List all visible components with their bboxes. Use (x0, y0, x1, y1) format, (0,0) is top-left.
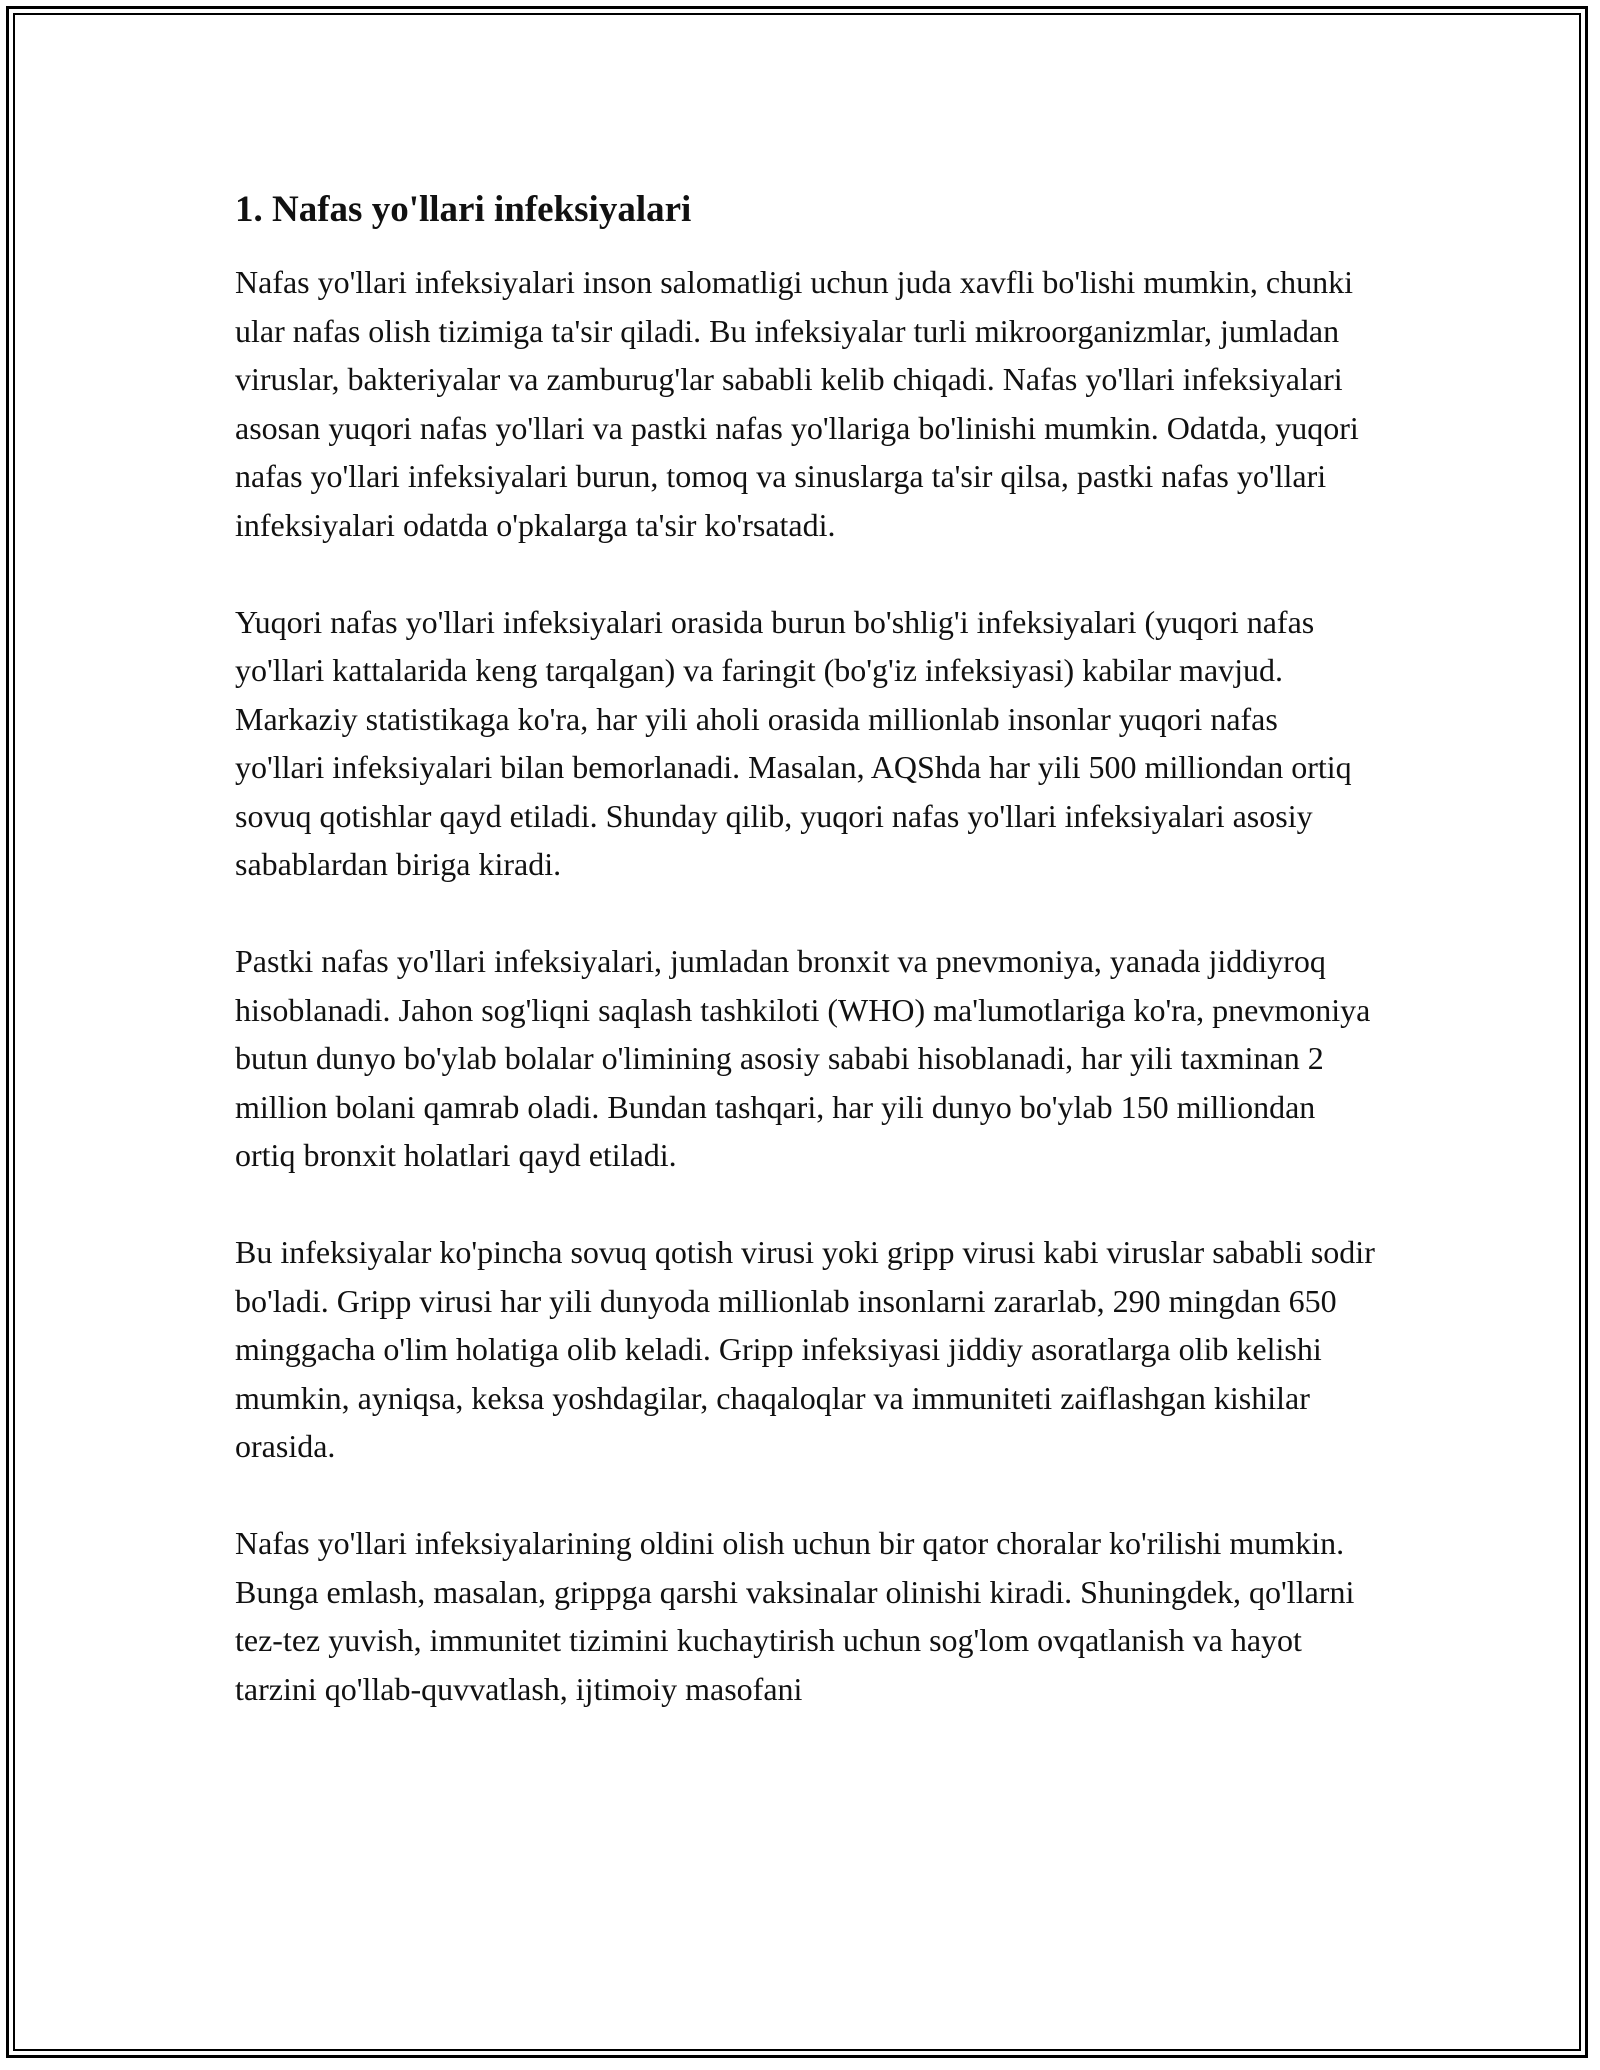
section-heading: 1. Nafas yo'llari infeksiyalari (235, 189, 692, 230)
paragraph: Bu infeksiyalar ko'pincha sovuq qotish virusi yoki gripp virusi kabi viruslar sababli sodir bo'ladi. Gripp virusi har yili dunyoda millionlab insonlarni zararlab, 290 mingdan 650 minggacha o'lim holatiga olib keladi. Gripp infeksiyasi jiddiy asoratlarga olib kelishi mumkin, ayniqsa, keksa yoshdagilar, chaqaloqlar va immuniteti zaiflashgan kishilar orasida. (235, 1234, 1375, 1465)
paragraph: Yuqori nafas yo'llari infeksiyalari orasida burun bo'shlig'i infeksiyalari (yuqori nafas yo'llari kattalarida keng tarqalgan) va faringit (bo'g'iz infeksiyasi) kabilar mavjud. Markaziy statistikaga ko'ra, har yili aholi orasida millionlab insonlar yuqori nafas yo'llari infeksiyalari bilan bemorlanadi. Masalan, AQShda har yili 500 milliondan ortiq sovuq qotishlar qayd etiladi. Shunday qilib, yuqori nafas yo'llari infeksiyalari asosiy sabablardan biriga kiradi. (235, 603, 1352, 883)
paragraph: Pastki nafas yo'llari infeksiyalari, jumladan bronxit va pnevmoniya, yanada jiddiyroq hisoblanadi. Jahon sog'liqni saqlash tashkiloti (WHO) ma'lumotlariga ko'ra, pnevmoniya butun dunyo bo'ylab bolalar o'limining asosiy sababi hisoblanadi, har yili taxminan 2 million bolani qamrab oladi. Bundan tashqari, har yili dunyo bo'ylab 150 milliondan ortiq bronxit holatlari qayd etiladi. (235, 943, 1371, 1174)
paragraph: Nafas yo'llari infeksiyalari inson salomatligi uchun juda xavfli bo'lishi mumkin, chunki ular nafas olish tizimiga ta'sir qiladi. Bu infeksiyalar turli mikroorganizmlar, jumladan viruslar, bakteriyalar va zamburug'lar sababli kelib chiqadi. Nafas yo'llari infeksiyalari asosan yuqori nafas yo'llari va pastki nafas yo'llariga bo'linishi mumkin. Odatda, yuqori nafas yo'llari infeksiyalari burun, tomoq va sinuslarga ta'sir qilsa, pastki nafas yo'llari infeksiyalari odatda o'pkalarga ta'sir ko'rsatadi. (235, 264, 1359, 543)
paragraph: Nafas yo'llari infeksiyalarining oldini olish uchun bir qator choralar ko'rilishi mumkin. Bunga emlash, masalan, grippga qarshi vaksinalar olinishi kiradi. Shuningdek, qo'llarni tez-tez yuvish, immunitet tizimini kuchaytirish uchun sog'lom ovqatlanish va hayot tarzini qo'llab-quvvatlash, ijtimoiy masofani (235, 1525, 1355, 1707)
document-body (235, 188, 1375, 1713)
